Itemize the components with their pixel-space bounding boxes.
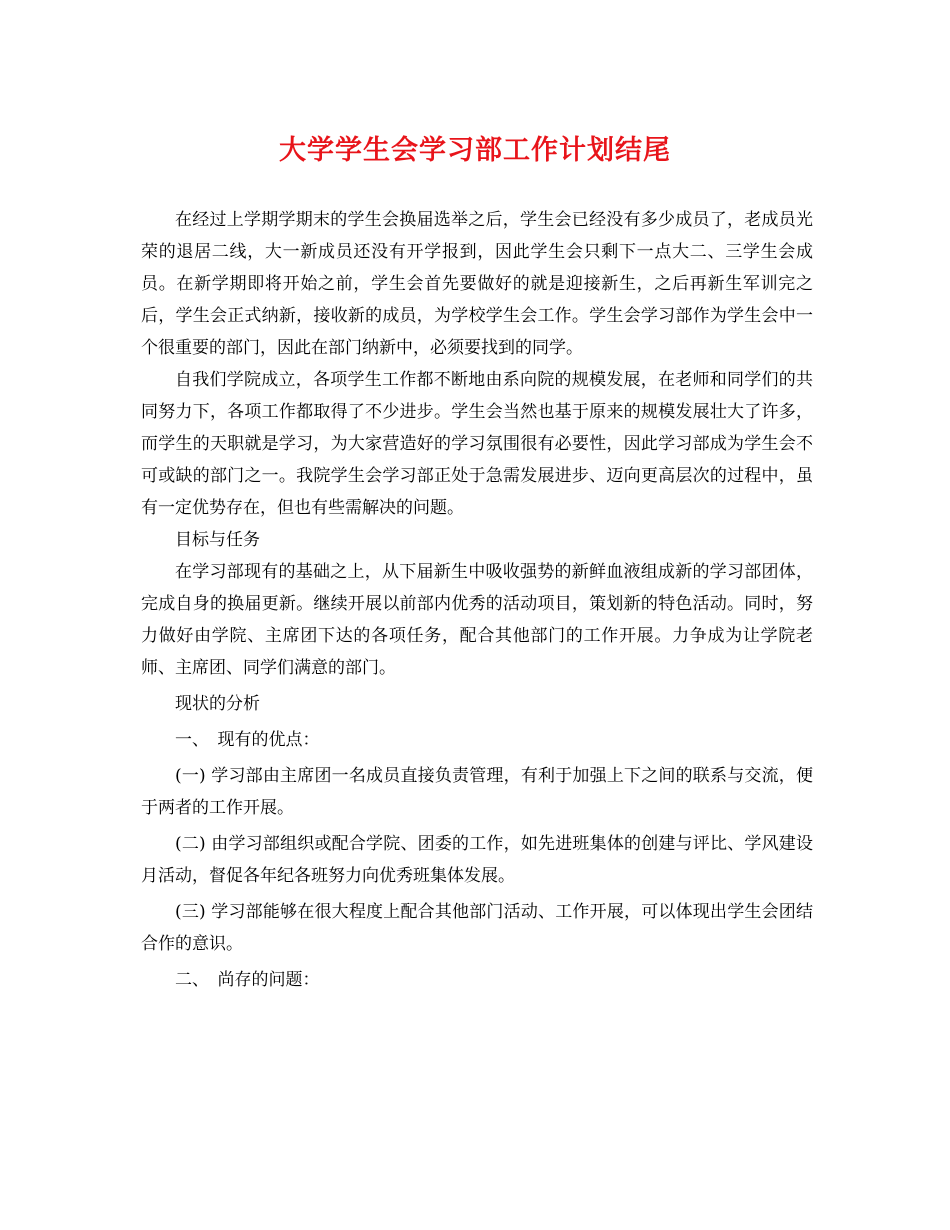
document-title: 大学学生会学习部工作计划结尾 <box>279 135 671 166</box>
paragraph-goals: 在学习部现有的基础之上，从下届新生中吸收强势的新鲜血液组成新的学习部团体，完成自身的换届更新。继续开展以前部内优秀的活动项目，策划新的特色活动。同时，努力做好由学院、主席团下达的各项任务，配合其他部门的工作开展。力争成为让学院老师、主席团、同学们满意的部门。 <box>141 562 813 678</box>
heading-goals-tasks: 目标与任务 <box>175 530 260 550</box>
heading-status-analysis: 现状的分析 <box>175 694 260 714</box>
heading-strengths: 一、 现有的优点： <box>175 730 320 750</box>
document-body <box>141 204 813 996</box>
heading-problems: 二、 尚存的问题： <box>175 970 320 990</box>
paragraph-intro: 在经过上学期学期末的学生会换届选举之后，学生会已经没有多少成员了，老成员光荣的退居二线，大一新成员还没有开学报到，因此学生会只剩下一点大二、三学生会成员。在新学期即将开始之前，学生会首先要做好的就是迎接新生，之后再新生军训完之后，学生会正式纳新，接收新的成员，为学校学生会工作。学生会学习部作为学生会中一个很重要的部门，因此在部门纳新中，必须要找到的同学。 <box>141 210 813 358</box>
paragraph-background: 自我们学院成立，各项学生工作都不断地由系向院的规模发展，在老师和同学们的共同努力下，各项工作都取得了不少进步。学生会当然也基于原来的规模发展壮大了许多，而学生的天职就是学习，为大家营造好的学习氛围很有必要性，因此学习部成为学生会不可或缺的部门之一。我院学生会学习部正处于急需发展进步、迈向更高层次的过程中，虽有一定优势存在，但也有些需解决的问题。 <box>141 370 813 518</box>
paragraph-strength-2: (二) 由学习部组织或配合学院、团委的工作，如先进班集体的创建与评比、学风建设月活动，督促各年纪各班努力向优秀班集体发展。 <box>141 834 813 886</box>
paragraph-strength-1: (一) 学习部由主席团一名成员直接负责管理，有利于加强上下之间的联系与交流，便于两者的工作开展。 <box>141 766 813 818</box>
paragraph-strength-3: (三) 学习部能够在很大程度上配合其他部门活动、工作开展，可以体现出学生会团结合作的意识。 <box>141 902 813 954</box>
